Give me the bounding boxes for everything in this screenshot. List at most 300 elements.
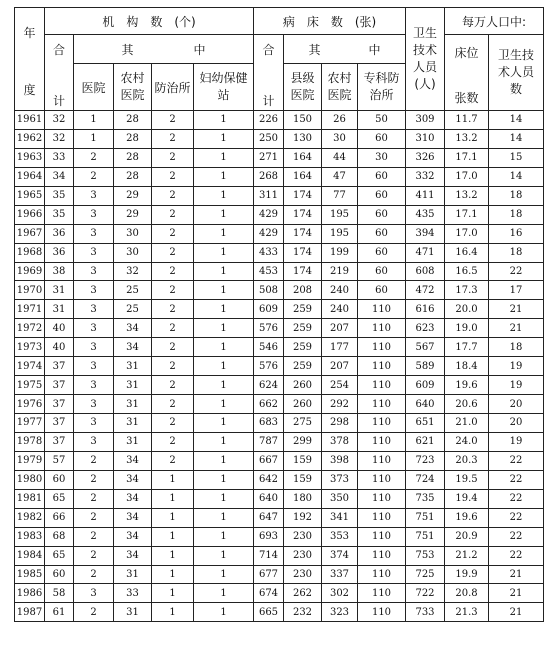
workers-per-10k-cell: 21 — [489, 603, 544, 622]
specialized-station-beds-cell: 110 — [358, 527, 406, 546]
rural-hospital-cell: 25 — [114, 300, 152, 319]
institution-total-header-bottom: 计 — [52, 93, 65, 108]
institution-total-header — [45, 35, 74, 111]
beds-per-10k-cell: 17.3 — [445, 281, 489, 300]
workers-per-10k-cell: 18 — [489, 243, 544, 262]
epidemic-station-cell: 2 — [152, 186, 194, 205]
year-cell: 1974 — [15, 357, 45, 376]
maternal-station-cell: 1 — [194, 432, 254, 451]
institution-total-cell: 36 — [45, 243, 74, 262]
epidemic-station-cell: 2 — [152, 224, 194, 243]
hospital-cell: 3 — [74, 243, 114, 262]
rural-hospital-beds-cell: 240 — [322, 300, 358, 319]
rural-hospital-cell: 28 — [114, 129, 152, 148]
specialized-station-header-text: 专科防治所 — [363, 71, 400, 102]
beds-group-header: 病 床 数 (张) — [254, 8, 406, 35]
county-hospital-beds-cell: 192 — [284, 508, 322, 527]
county-hospital-beds-cell: 208 — [284, 281, 322, 300]
epidemic-station-cell: 2 — [152, 451, 194, 470]
health-workers-cell: 751 — [406, 508, 445, 527]
year-cell: 1977 — [15, 414, 45, 433]
workers-per-10k-cell: 21 — [489, 565, 544, 584]
bed-total-cell: 271 — [254, 148, 284, 167]
hospital-cell: 3 — [74, 338, 114, 357]
rural-hospital-beds-cell: 219 — [322, 262, 358, 281]
year-cell: 1986 — [15, 584, 45, 603]
table-row — [15, 338, 544, 357]
rural-hospital-beds-cell: 374 — [322, 546, 358, 565]
health-workers-cell: 567 — [406, 338, 445, 357]
beds-per-10k-cell: 20.3 — [445, 451, 489, 470]
institution-total-cell: 34 — [45, 167, 74, 186]
year-cell: 1979 — [15, 451, 45, 470]
maternal-station-cell: 1 — [194, 338, 254, 357]
maternal-station-cell: 1 — [194, 565, 254, 584]
health-workers-cell: 609 — [406, 376, 445, 395]
beds-per-10k-header-bottom: 张数 — [454, 90, 479, 105]
workers-per-10k-cell: 20 — [489, 414, 544, 433]
beds-per-10k-cell: 17.0 — [445, 224, 489, 243]
health-workers-cell: 722 — [406, 584, 445, 603]
epidemic-station-cell: 2 — [152, 205, 194, 224]
rural-hospital-cell: 29 — [114, 205, 152, 224]
rural-hospital-beds-cell: 77 — [322, 186, 358, 205]
institution-total-cell: 37 — [45, 376, 74, 395]
specialized-station-beds-cell: 110 — [358, 319, 406, 338]
epidemic-station-cell: 2 — [152, 167, 194, 186]
rural-hospital-cell: 32 — [114, 262, 152, 281]
table-row — [15, 395, 544, 414]
rural-hospital-cell: 28 — [114, 148, 152, 167]
bed-total-header-top: 合 — [262, 42, 275, 57]
year-cell: 1981 — [15, 489, 45, 508]
maternal-station-cell: 1 — [194, 527, 254, 546]
rural-hospital-beds-header — [322, 64, 358, 111]
epidemic-station-cell: 2 — [152, 281, 194, 300]
institution-total-cell: 58 — [45, 584, 74, 603]
health-workers-cell: 472 — [406, 281, 445, 300]
institution-total-cell: 37 — [45, 414, 74, 433]
hospital-cell: 3 — [74, 262, 114, 281]
year-cell: 1969 — [15, 262, 45, 281]
health-workers-cell: 332 — [406, 167, 445, 186]
year-header-top: 年 — [23, 26, 36, 40]
specialized-station-header — [358, 64, 406, 111]
health-workers-cell: 589 — [406, 357, 445, 376]
bed-total-cell: 429 — [254, 224, 284, 243]
bed-total-cell: 609 — [254, 300, 284, 319]
workers-per-10k-cell: 14 — [489, 129, 544, 148]
year-cell: 1966 — [15, 205, 45, 224]
hospital-header: 医院 — [74, 64, 114, 111]
health-workers-cell: 724 — [406, 470, 445, 489]
workers-per-10k-cell: 22 — [489, 546, 544, 565]
bed-total-cell: 683 — [254, 414, 284, 433]
table-row — [15, 414, 544, 433]
maternal-station-cell: 1 — [194, 224, 254, 243]
beds-per-10k-header — [445, 35, 489, 111]
hospital-cell: 3 — [74, 357, 114, 376]
beds-per-10k-cell: 16.5 — [445, 262, 489, 281]
county-hospital-header — [284, 64, 322, 111]
beds-per-10k-cell: 20.6 — [445, 395, 489, 414]
workers-per-10k-cell: 22 — [489, 451, 544, 470]
health-workers-cell: 733 — [406, 603, 445, 622]
year-cell: 1970 — [15, 281, 45, 300]
bed-total-cell: 576 — [254, 319, 284, 338]
institution-total-cell: 37 — [45, 357, 74, 376]
bed-total-cell: 640 — [254, 489, 284, 508]
specialized-station-beds-cell: 110 — [358, 376, 406, 395]
rural-hospital-beds-cell: 195 — [322, 224, 358, 243]
epidemic-station-cell: 2 — [152, 148, 194, 167]
health-workers-cell: 651 — [406, 414, 445, 433]
institution-total-cell: 35 — [45, 205, 74, 224]
bed-total-cell: 429 — [254, 205, 284, 224]
rural-hospital-beds-cell: 353 — [322, 527, 358, 546]
rural-hospital-beds-cell: 302 — [322, 584, 358, 603]
bed-total-cell: 453 — [254, 262, 284, 281]
epidemic-station-cell: 2 — [152, 357, 194, 376]
maternal-station-cell: 1 — [194, 395, 254, 414]
maternal-station-cell: 1 — [194, 508, 254, 527]
beds-per-10k-cell: 16.4 — [445, 243, 489, 262]
health-workers-cell: 753 — [406, 546, 445, 565]
epidemic-station-cell: 1 — [152, 470, 194, 489]
workers-per-10k-cell: 18 — [489, 186, 544, 205]
hospital-cell: 2 — [74, 603, 114, 622]
workers-per-10k-cell: 22 — [489, 470, 544, 489]
maternal-station-cell: 1 — [194, 603, 254, 622]
institution-total-cell: 33 — [45, 148, 74, 167]
maternal-station-cell: 1 — [194, 205, 254, 224]
hospital-cell: 3 — [74, 186, 114, 205]
hospital-cell: 2 — [74, 470, 114, 489]
bed-total-cell: 546 — [254, 338, 284, 357]
maternal-station-cell: 1 — [194, 414, 254, 433]
rural-hospital-beds-cell: 199 — [322, 243, 358, 262]
specialized-station-beds-cell: 60 — [358, 262, 406, 281]
workers-per-10k-cell: 22 — [489, 262, 544, 281]
health-workers-cell: 725 — [406, 565, 445, 584]
county-hospital-beds-cell: 230 — [284, 527, 322, 546]
rural-hospital-cell: 33 — [114, 584, 152, 603]
county-hospital-beds-cell: 130 — [284, 129, 322, 148]
hospital-cell: 3 — [74, 376, 114, 395]
health-workers-cell: 309 — [406, 111, 445, 130]
institution-total-cell: 66 — [45, 508, 74, 527]
specialized-station-beds-cell: 60 — [358, 224, 406, 243]
beds-per-10k-cell: 17.1 — [445, 205, 489, 224]
hospital-cell: 2 — [74, 451, 114, 470]
county-hospital-beds-cell: 262 — [284, 584, 322, 603]
beds-per-10k-cell: 21.3 — [445, 603, 489, 622]
maternal-station-header — [194, 64, 254, 111]
institution-total-cell: 60 — [45, 565, 74, 584]
rural-hospital-beds-cell: 341 — [322, 508, 358, 527]
maternal-station-cell: 1 — [194, 186, 254, 205]
year-cell: 1983 — [15, 527, 45, 546]
county-hospital-beds-cell: 230 — [284, 565, 322, 584]
county-hospital-header-text: 县级医院 — [290, 71, 315, 102]
specialized-station-beds-cell: 110 — [358, 338, 406, 357]
rural-hospital-cell: 34 — [114, 527, 152, 546]
workers-per-10k-cell: 14 — [489, 111, 544, 130]
institution-total-cell: 36 — [45, 224, 74, 243]
year-cell: 1976 — [15, 395, 45, 414]
rural-hospital-beds-cell: 26 — [322, 111, 358, 130]
workers-per-10k-cell: 18 — [489, 205, 544, 224]
specialized-station-beds-cell: 60 — [358, 281, 406, 300]
header-row-2 — [15, 35, 544, 64]
epidemic-station-cell: 1 — [152, 527, 194, 546]
county-hospital-beds-cell: 259 — [284, 300, 322, 319]
table-row — [15, 186, 544, 205]
specialized-station-beds-cell: 50 — [358, 111, 406, 130]
maternal-station-cell: 1 — [194, 470, 254, 489]
specialized-station-beds-cell: 110 — [358, 414, 406, 433]
year-cell: 1975 — [15, 376, 45, 395]
bed-total-cell: 642 — [254, 470, 284, 489]
health-workers-cell: 640 — [406, 395, 445, 414]
year-cell: 1984 — [15, 546, 45, 565]
table-row — [15, 546, 544, 565]
epidemic-station-cell: 2 — [152, 338, 194, 357]
rural-hospital-cell: 34 — [114, 546, 152, 565]
table-row — [15, 508, 544, 527]
maternal-station-cell: 1 — [194, 300, 254, 319]
table-row — [15, 451, 544, 470]
epidemic-station-cell: 2 — [152, 111, 194, 130]
rural-hospital-cell: 31 — [114, 395, 152, 414]
table-row — [15, 205, 544, 224]
county-hospital-beds-cell: 150 — [284, 111, 322, 130]
county-hospital-beds-cell: 180 — [284, 489, 322, 508]
rural-hospital-beds-cell: 254 — [322, 376, 358, 395]
workers-per-10k-header-text: 卫生技术人员数 — [497, 48, 534, 96]
institution-total-cell: 61 — [45, 603, 74, 622]
rural-hospital-beds-cell: 207 — [322, 357, 358, 376]
health-workers-cell: 394 — [406, 224, 445, 243]
bed-total-header — [254, 35, 284, 111]
beds-per-10k-cell: 17.7 — [445, 338, 489, 357]
health-workers-cell: 310 — [406, 129, 445, 148]
year-cell: 1967 — [15, 224, 45, 243]
specialized-station-beds-cell: 110 — [358, 395, 406, 414]
rural-hospital-beds-cell: 378 — [322, 432, 358, 451]
rural-hospital-beds-cell: 398 — [322, 451, 358, 470]
hospital-cell: 3 — [74, 300, 114, 319]
beds-per-10k-cell: 21.0 — [445, 414, 489, 433]
bed-total-cell: 576 — [254, 357, 284, 376]
health-workers-cell: 735 — [406, 489, 445, 508]
county-hospital-beds-cell: 174 — [284, 224, 322, 243]
county-hospital-beds-cell: 174 — [284, 243, 322, 262]
table-row — [15, 376, 544, 395]
beds-per-10k-cell: 20.8 — [445, 584, 489, 603]
beds-per-10k-cell: 20.0 — [445, 300, 489, 319]
institution-total-cell: 32 — [45, 111, 74, 130]
county-hospital-beds-cell: 230 — [284, 546, 322, 565]
hospital-cell: 2 — [74, 546, 114, 565]
rural-hospital-beds-cell: 373 — [322, 470, 358, 489]
beds-per-10k-cell: 20.9 — [445, 527, 489, 546]
rural-hospital-beds-cell: 207 — [322, 319, 358, 338]
beds-per-10k-header-top: 床位 — [454, 45, 479, 60]
bed-total-cell: 787 — [254, 432, 284, 451]
table-row — [15, 262, 544, 281]
beds-per-10k-cell: 19.5 — [445, 470, 489, 489]
year-cell: 1968 — [15, 243, 45, 262]
hospital-cell: 1 — [74, 111, 114, 130]
per-10k-group-header: 每万人口中: — [445, 8, 544, 35]
bed-total-cell: 226 — [254, 111, 284, 130]
rural-hospital-beds-cell: 323 — [322, 603, 358, 622]
specialized-station-beds-cell: 110 — [358, 508, 406, 527]
epidemic-station-cell: 1 — [152, 489, 194, 508]
year-cell: 1985 — [15, 565, 45, 584]
institution-total-header-top: 合 — [52, 42, 65, 57]
health-workers-cell: 326 — [406, 148, 445, 167]
maternal-station-header-text: 妇幼保健站 — [199, 71, 248, 102]
maternal-station-cell: 1 — [194, 319, 254, 338]
beds-per-10k-cell: 17.0 — [445, 167, 489, 186]
rural-hospital-beds-cell: 47 — [322, 167, 358, 186]
county-hospital-beds-cell: 259 — [284, 357, 322, 376]
specialized-station-beds-cell: 60 — [358, 129, 406, 148]
specialized-station-beds-cell: 110 — [358, 489, 406, 508]
hospital-cell: 3 — [74, 281, 114, 300]
county-hospital-beds-cell: 260 — [284, 395, 322, 414]
year-cell: 1982 — [15, 508, 45, 527]
rural-hospital-cell: 34 — [114, 489, 152, 508]
rural-hospital-beds-cell: 337 — [322, 565, 358, 584]
bed-sub-group-header: 其 中 — [284, 35, 406, 64]
beds-per-10k-cell: 13.2 — [445, 129, 489, 148]
workers-per-10k-cell: 19 — [489, 376, 544, 395]
table-row — [15, 489, 544, 508]
bed-total-cell: 662 — [254, 395, 284, 414]
health-workers-cell: 751 — [406, 527, 445, 546]
rural-hospital-cell: 31 — [114, 357, 152, 376]
rural-hospital-beds-cell: 44 — [322, 148, 358, 167]
epidemic-station-cell: 2 — [152, 376, 194, 395]
table-row — [15, 224, 544, 243]
specialized-station-beds-cell: 110 — [358, 357, 406, 376]
maternal-station-cell: 1 — [194, 489, 254, 508]
county-hospital-beds-cell: 164 — [284, 167, 322, 186]
epidemic-station-cell: 1 — [152, 603, 194, 622]
institution-total-cell: 32 — [45, 129, 74, 148]
rural-hospital-cell: 28 — [114, 167, 152, 186]
hospital-cell: 1 — [74, 129, 114, 148]
specialized-station-beds-cell: 60 — [358, 243, 406, 262]
epidemic-station-header: 防治所 — [152, 64, 194, 111]
hospital-cell: 2 — [74, 508, 114, 527]
maternal-station-cell: 1 — [194, 376, 254, 395]
table-row — [15, 565, 544, 584]
specialized-station-beds-cell: 60 — [358, 167, 406, 186]
rural-hospital-cell: 31 — [114, 376, 152, 395]
bed-total-cell: 268 — [254, 167, 284, 186]
institutions-group-header: 机 构 数 (个) — [45, 8, 254, 35]
epidemic-station-cell: 2 — [152, 300, 194, 319]
table-row — [15, 243, 544, 262]
health-workers-cell: 411 — [406, 186, 445, 205]
hospital-cell: 2 — [74, 489, 114, 508]
institution-total-cell: 40 — [45, 338, 74, 357]
year-cell: 1973 — [15, 338, 45, 357]
hospital-cell: 2 — [74, 527, 114, 546]
maternal-station-cell: 1 — [194, 148, 254, 167]
beds-per-10k-cell: 11.7 — [445, 111, 489, 130]
rural-hospital-beds-cell: 350 — [322, 489, 358, 508]
specialized-station-beds-cell: 110 — [358, 451, 406, 470]
institution-total-cell: 40 — [45, 319, 74, 338]
rural-hospital-cell: 28 — [114, 111, 152, 130]
workers-per-10k-cell: 19 — [489, 357, 544, 376]
rural-hospital-beds-cell: 177 — [322, 338, 358, 357]
maternal-station-cell: 1 — [194, 546, 254, 565]
rural-hospital-cell: 34 — [114, 508, 152, 527]
county-hospital-beds-cell: 259 — [284, 319, 322, 338]
bed-total-cell: 250 — [254, 129, 284, 148]
epidemic-station-cell: 2 — [152, 262, 194, 281]
county-hospital-beds-cell: 259 — [284, 338, 322, 357]
rural-hospital-cell: 34 — [114, 319, 152, 338]
beds-per-10k-cell: 19.9 — [445, 565, 489, 584]
specialized-station-beds-cell: 110 — [358, 584, 406, 603]
beds-per-10k-cell: 24.0 — [445, 432, 489, 451]
hospital-cell: 2 — [74, 167, 114, 186]
workers-per-10k-cell: 18 — [489, 338, 544, 357]
health-workers-cell: 471 — [406, 243, 445, 262]
institution-total-cell: 65 — [45, 489, 74, 508]
county-hospital-beds-cell: 174 — [284, 186, 322, 205]
beds-per-10k-cell: 19.4 — [445, 489, 489, 508]
county-hospital-beds-cell: 260 — [284, 376, 322, 395]
bed-total-cell: 693 — [254, 527, 284, 546]
health-workers-cell: 616 — [406, 300, 445, 319]
hospital-cell: 3 — [74, 395, 114, 414]
health-workers-cell: 435 — [406, 205, 445, 224]
rural-hospital-header-text: 农村医院 — [120, 71, 145, 102]
table-row — [15, 111, 544, 130]
table-row — [15, 281, 544, 300]
specialized-station-beds-cell: 110 — [358, 546, 406, 565]
epidemic-station-cell: 1 — [152, 565, 194, 584]
rural-hospital-cell: 30 — [114, 224, 152, 243]
epidemic-station-cell: 2 — [152, 395, 194, 414]
epidemic-station-cell: 2 — [152, 414, 194, 433]
rural-hospital-cell: 31 — [114, 603, 152, 622]
health-workers-cell: 621 — [406, 432, 445, 451]
county-hospital-beds-cell: 275 — [284, 414, 322, 433]
year-header-bottom: 度 — [23, 83, 36, 97]
rural-hospital-beds-cell: 195 — [322, 205, 358, 224]
bed-total-cell: 508 — [254, 281, 284, 300]
workers-per-10k-cell: 22 — [489, 508, 544, 527]
beds-per-10k-cell: 21.2 — [445, 546, 489, 565]
hospital-cell: 3 — [74, 205, 114, 224]
year-cell: 1963 — [15, 148, 45, 167]
bed-total-cell: 624 — [254, 376, 284, 395]
year-cell: 1972 — [15, 319, 45, 338]
epidemic-station-cell: 1 — [152, 546, 194, 565]
institution-total-cell: 31 — [45, 281, 74, 300]
table-row — [15, 357, 544, 376]
health-workers-header-text: 卫生技术人员(人) — [413, 26, 438, 91]
